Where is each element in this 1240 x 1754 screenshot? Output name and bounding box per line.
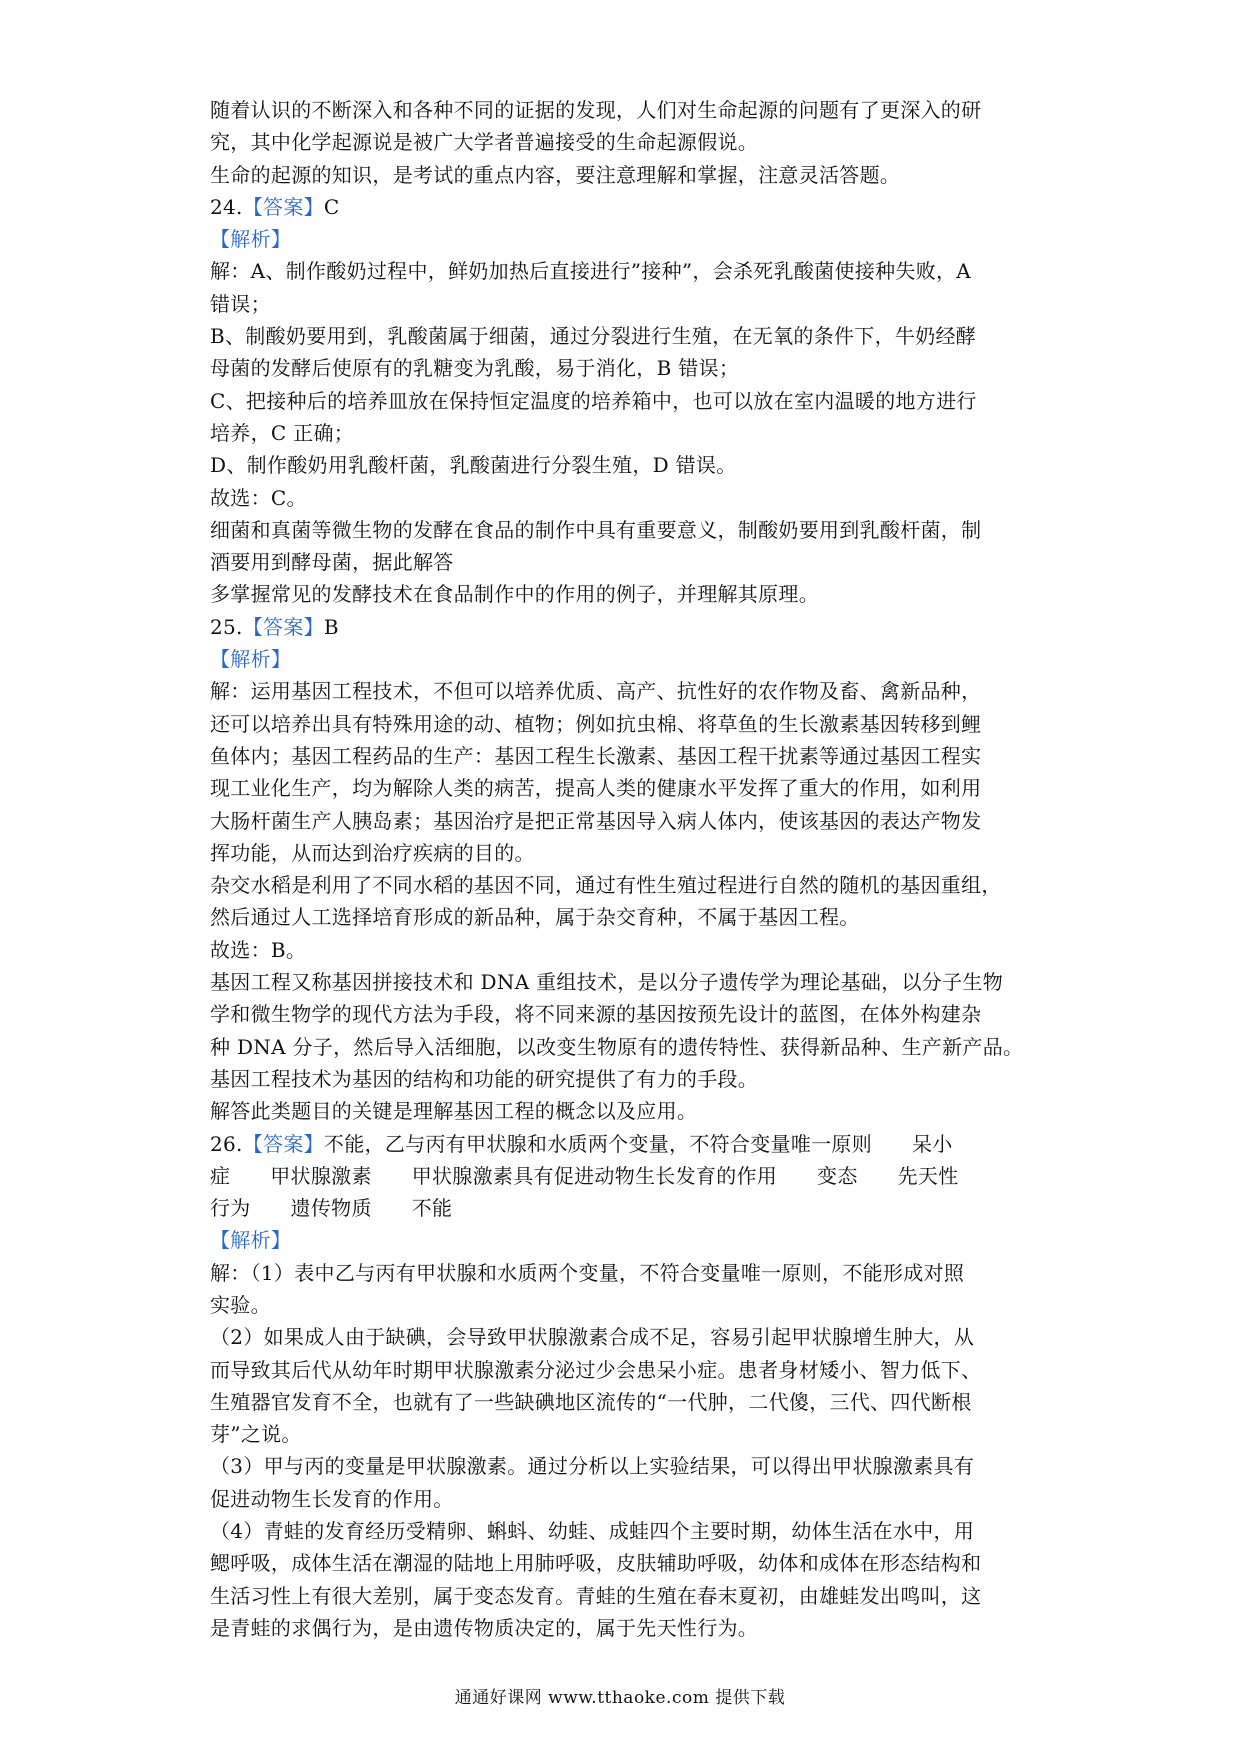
text-line: [210, 385, 1040, 417]
text-line: [210, 1612, 1040, 1644]
page-footer: 通通好课网 www.tthaoke.com 提供下载: [454, 1688, 786, 1708]
text-line: [210, 1354, 1040, 1386]
line-text: 故选：B。: [210, 937, 307, 962]
question-number: 24.: [210, 194, 243, 219]
text-line: [210, 126, 1040, 158]
line-text: 挥功能，从而达到治疗疾病的目的。: [210, 840, 535, 865]
line-text: 培养，C 正确；: [210, 420, 355, 445]
line-text: 究，其中化学起源说是被广大学者普遍接受的生命起源假说。: [210, 130, 759, 155]
text-line: [210, 417, 1040, 449]
text-line: [210, 94, 1040, 126]
line-text: 母菌的发酵后使原有的乳糖变为乳酸，易于消化，B 错误；: [210, 356, 740, 381]
line-text: 鱼体内；基因工程药品的生产：基因工程生长激素、基因工程干扰素等通过基因工程实: [210, 743, 982, 768]
text-line: [210, 1418, 1040, 1450]
answer-line: [210, 191, 1040, 223]
text-line: [210, 1192, 1040, 1224]
section-label: 【解析】: [210, 227, 292, 252]
text-line: [210, 1095, 1040, 1127]
line-text: 而导致其后代从幼年时期甲状腺激素分泌过少会患呆小症。患者身材矮小、智力低下、: [210, 1357, 982, 1382]
text-line: [210, 1450, 1040, 1482]
text-line: [210, 772, 1040, 804]
text-line: [210, 998, 1040, 1030]
line-text: 是青蛙的求偶行为，是由遗传物质决定的，属于先天性行为。: [210, 1615, 759, 1640]
section-label: 【答案】: [242, 1131, 324, 1156]
line-text: 症 甲状腺激素 甲状腺激素具有促进动物生长发育的作用 变态 先天性: [210, 1163, 959, 1188]
line-text: 行为 遗传物质 不能: [210, 1196, 453, 1221]
text-line: [210, 837, 1040, 869]
line-text: C、把接种后的培养皿放在保持恒定温度的培养箱中，也可以放在室内温暖的地方进行: [210, 388, 977, 413]
line-text: （4）青蛙的发育经历受精卵、蝌蚪、幼蛙、成蛙四个主要时期，幼体生活在水中，用: [210, 1519, 975, 1544]
line-text: 错误；: [210, 291, 271, 316]
line-text: 细菌和真菌等微生物的发酵在食品的制作中具有重要意义，制酸奶要用到乳酸杆菌，制: [210, 517, 982, 542]
text-line: [210, 482, 1040, 514]
text-line: [210, 1289, 1040, 1321]
line-text: 解：（1）表中乙与丙有甲状腺和水质两个变量，不符合变量唯一原则，不能形成对照: [210, 1260, 965, 1285]
line-text: 解：运用基因工程技术，不但可以培养优质、高产、抗性好的农作物及畜、禽新品种，: [210, 679, 982, 704]
text-line: [210, 255, 1040, 287]
line-text: 解答此类题目的关键是理解基因工程的概念以及应用。: [210, 1099, 698, 1124]
line-text: 现工业化生产，均为解除人类的病苦，提高人类的健康水平发挥了重大的作用，如利用: [210, 776, 982, 801]
line-text: 然后通过人工选择培育形成的新品种，属于杂交育种，不属于基因工程。: [210, 905, 860, 930]
line-text: 基因工程技术为基因的结构和功能的研究提供了有力的手段。: [210, 1066, 759, 1091]
line-text: （3）甲与丙的变量是甲状腺激素。通过分析以上实验结果，可以得出甲状腺激素具有: [210, 1454, 975, 1479]
text-line: [210, 1515, 1040, 1547]
line-text: 杂交水稻是利用了不同水稻的基因不同，通过有性生殖过程进行自然的随机的基因重组，: [210, 873, 1002, 898]
line-text: 生活习性上有很大差别，属于变态发育。青蛙的生殖在春末夏初，由雄蛙发出鸣叫，这: [210, 1583, 982, 1608]
answer-line: [210, 643, 1040, 675]
text-line: [210, 966, 1040, 998]
text-line: [210, 740, 1040, 772]
text-line: [210, 1547, 1040, 1579]
answer-line: [210, 223, 1040, 255]
line-text: 实验。: [210, 1292, 271, 1317]
section-label: 【解析】: [210, 647, 292, 672]
text-line: [210, 352, 1040, 384]
text-line: [210, 578, 1040, 610]
question-number: 26.: [210, 1131, 243, 1156]
text-line: [210, 1386, 1040, 1418]
line-text: 芽”之说。: [210, 1422, 302, 1447]
document-body: [210, 94, 1040, 1644]
line-text: B: [323, 614, 339, 639]
text-line: [210, 449, 1040, 481]
text-line: [210, 1160, 1040, 1192]
line-text: 大肠杆菌生产人胰岛素；基因治疗是把正常基因导入病人体内，使该基因的表达产物发: [210, 808, 982, 833]
text-line: [210, 805, 1040, 837]
text-line: [210, 1483, 1040, 1515]
answer-line: [210, 611, 1040, 643]
text-line: [210, 675, 1040, 707]
text-line: [210, 514, 1040, 546]
section-label: 【解析】: [210, 1228, 292, 1253]
answer-line: [210, 1224, 1040, 1256]
text-line: [210, 288, 1040, 320]
line-text: 种 DNA 分子，然后导入活细胞，以改变生物原有的遗传特性、获得新品种、生产新产品。: [210, 1034, 1024, 1059]
section-label: 【答案】: [242, 614, 324, 639]
line-text: B、制酸奶要用到，乳酸菌属于细菌，通过分裂进行生殖，在无氧的条件下，牛奶经酵: [210, 324, 977, 349]
text-line: [210, 1321, 1040, 1353]
text-line: [210, 159, 1040, 191]
text-line: [210, 934, 1040, 966]
text-line: [210, 901, 1040, 933]
line-text: 生命的起源的知识，是考试的重点内容，要注意理解和掌握，注意灵活答题。: [210, 162, 901, 187]
line-text: C: [323, 194, 340, 219]
line-text: 学和微生物学的现代方法为手段，将不同来源的基因按预先设计的蓝图，在体外构建杂: [210, 1002, 982, 1027]
text-line: [210, 1257, 1040, 1289]
text-line: [210, 320, 1040, 352]
text-line: [210, 1063, 1040, 1095]
section-label: 【答案】: [242, 194, 324, 219]
text-line: [210, 1031, 1040, 1063]
line-text: 多掌握常见的发酵技术在食品制作中的作用的例子，并理解其原理。: [210, 582, 819, 607]
line-text: 促进动物生长发育的作用。: [210, 1486, 454, 1511]
text-line: [210, 869, 1040, 901]
question-number: 25.: [210, 614, 243, 639]
line-text: 酒要用到酵母菌，据此解答: [210, 550, 454, 575]
text-line: [210, 1580, 1040, 1612]
line-text: 故选：C。: [210, 485, 307, 510]
line-text: 生殖器官发育不全，也就有了一些缺碘地区流传的“一代肿，二代傻，三代、四代断根: [210, 1389, 972, 1414]
text-line: [210, 708, 1040, 740]
line-text: 不能，乙与丙有甲状腺和水质两个变量，不符合变量唯一原则 呆小: [323, 1131, 953, 1156]
line-text: 还可以培养出具有特殊用途的动、植物；例如抗虫棉、将草鱼的生长激素基因转移到鲤: [210, 711, 982, 736]
answer-line: [210, 1128, 1040, 1160]
line-text: 随着认识的不断深入和各种不同的证据的发现，人们对生命起源的问题有了更深入的研: [210, 98, 982, 122]
line-text: 解：A、制作酸奶过程中，鲜奶加热后直接进行”接种”，会杀死乳酸菌使接种失败，A: [210, 259, 972, 284]
line-text: D、制作酸奶用乳酸杆菌，乳酸菌进行分裂生殖，D 错误。: [210, 453, 737, 478]
text-line: [210, 546, 1040, 578]
line-text: 鳃呼吸，成体生活在潮湿的陆地上用肺呼吸，皮肤辅助呼吸，幼体和成体在形态结构和: [210, 1551, 982, 1576]
line-text: 基因工程又称基因拼接技术和 DNA 重组技术，是以分子遗传学为理论基础，以分子生物: [210, 970, 1003, 995]
line-text: （2）如果成人由于缺碘，会导致甲状腺激素合成不足，容易引起甲状腺增生肿大，从: [210, 1325, 975, 1350]
